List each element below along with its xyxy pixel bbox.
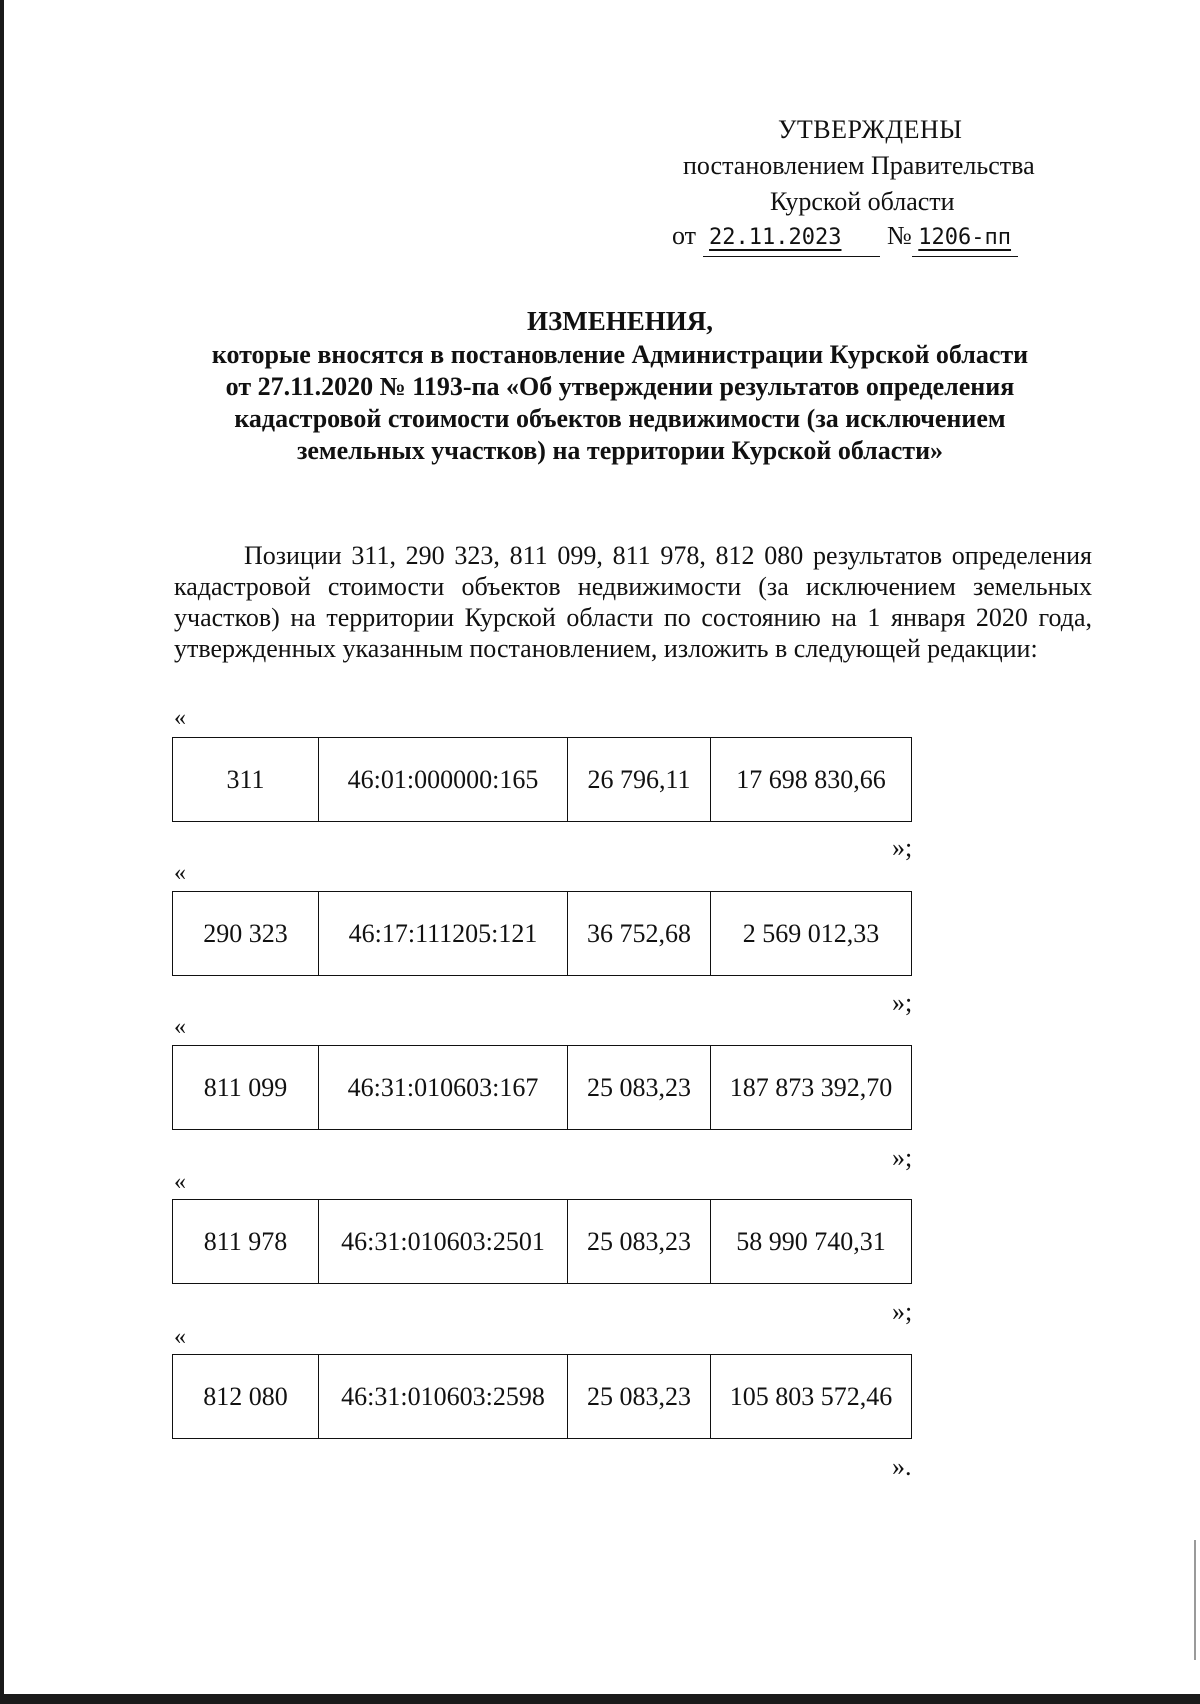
heading-title: ИЗМЕНЕНИЯ, [526, 306, 713, 336]
table-row [173, 1200, 912, 1284]
scan-mark [1194, 1540, 1196, 1660]
approval-line-government: постановлением Правительства [683, 151, 1035, 180]
quote-close: ». [892, 1452, 912, 1481]
date-prefix: от [672, 221, 697, 250]
quote-close: »; [892, 1297, 913, 1326]
entry-table [172, 891, 912, 976]
cadastral-value-cell: 105 803 572,46 [711, 1355, 912, 1439]
position-cell: 811 099 [173, 1046, 319, 1130]
quote-open: « [174, 860, 186, 886]
cadastral-value-cell: 2 569 012,33 [711, 892, 912, 976]
specific-value-cell: 25 083,23 [568, 1046, 711, 1130]
entry-table [172, 737, 912, 822]
body-paragraph: Позиции 311, 290 323, 811 099, 811 978, 812 080 результатов определения кадастровой стоимости объектов недвижимости (за исключением земельных участков) на территории Курской области по состоянию на 1 января 2020 года, утвержденных указанным постановлением, изложить в следующей редакции: [174, 541, 1092, 663]
scan-edge-left [0, 0, 4, 1704]
date-underline [703, 218, 881, 257]
cadastral-value-cell: 58 990 740,31 [711, 1200, 912, 1284]
approval-number: 1206-пп [918, 225, 1012, 250]
number-underline [912, 218, 1018, 257]
cadastral-number-cell: 46:17:111205:121 [319, 892, 568, 976]
approval-line-region: Курской области [770, 187, 955, 216]
heading-line: которые вносятся в постановление Администрации Курской области [211, 340, 1029, 369]
scan-edge-bottom [0, 1694, 1200, 1704]
cadastral-number-cell: 46:31:010603:167 [319, 1046, 568, 1130]
entry-table [172, 1045, 912, 1130]
position-cell: 290 323 [173, 892, 319, 976]
quote-close: »; [892, 833, 913, 862]
quote-close: »; [892, 988, 913, 1017]
position-cell: 811 978 [173, 1200, 319, 1284]
number-prefix: № [886, 221, 912, 250]
entry-table [172, 1199, 912, 1284]
heading-line: кадастровой стоимости объектов недвижимости (за исключением [234, 404, 1006, 433]
document-heading [160, 305, 1080, 467]
table-row [173, 892, 912, 976]
approval-title: УТВЕРЖДЕНЫ [778, 115, 963, 144]
table-row [173, 1355, 912, 1439]
quote-open: « [174, 1324, 186, 1350]
approval-date-line [672, 218, 1018, 257]
cadastral-number-cell: 46:31:010603:2501 [319, 1200, 568, 1284]
table-row [173, 1046, 912, 1130]
specific-value-cell: 36 752,68 [568, 892, 711, 976]
position-cell: 311 [173, 738, 319, 822]
cadastral-number-cell: 46:31:010603:2598 [319, 1355, 568, 1439]
entry-table [172, 1354, 912, 1439]
cadastral-value-cell: 17 698 830,66 [711, 738, 912, 822]
specific-value-cell: 26 796,11 [568, 738, 711, 822]
specific-value-cell: 25 083,23 [568, 1355, 711, 1439]
approval-date: 22.11.2023 [709, 225, 842, 250]
heading-line: земельных участков) на территории Курской области» [296, 436, 944, 465]
cadastral-number-cell: 46:01:000000:165 [319, 738, 568, 822]
quote-open: « [174, 1014, 186, 1040]
quote-open: « [174, 1169, 186, 1195]
table-row [173, 738, 912, 822]
position-cell: 812 080 [173, 1355, 319, 1439]
quote-open: « [174, 705, 186, 731]
quote-close: »; [892, 1143, 913, 1172]
specific-value-cell: 25 083,23 [568, 1200, 711, 1284]
cadastral-value-cell: 187 873 392,70 [711, 1046, 912, 1130]
heading-line: от 27.11.2020 № 1193-па «Об утверждении результатов определения [225, 372, 1015, 401]
